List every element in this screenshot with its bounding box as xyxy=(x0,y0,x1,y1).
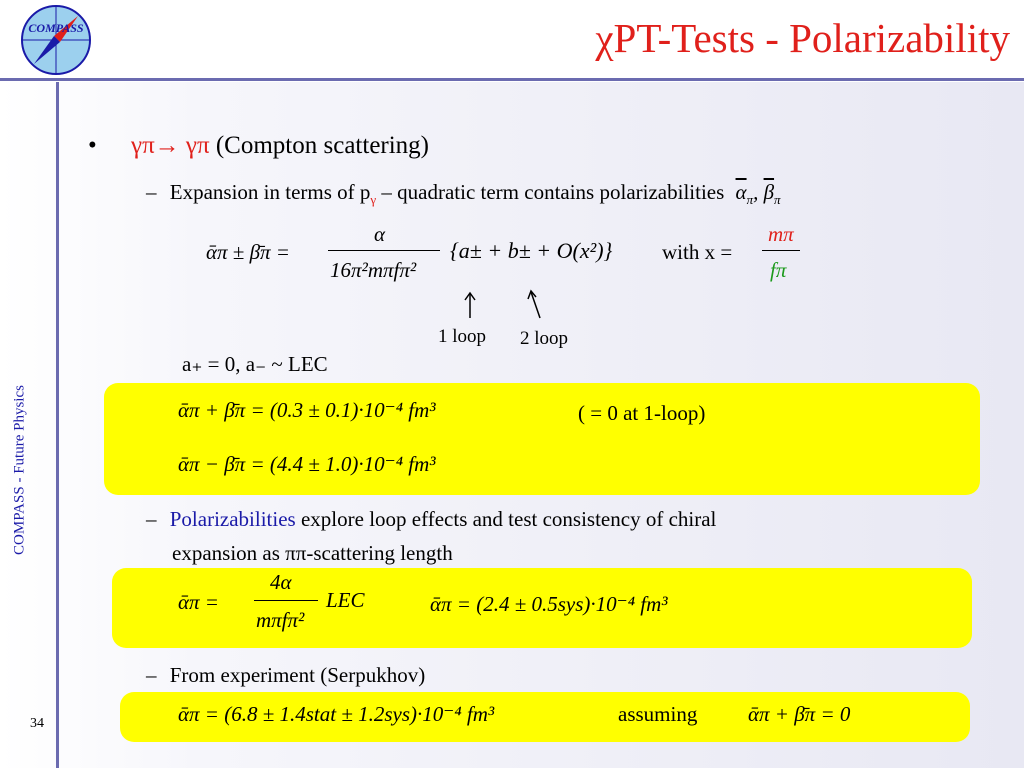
experiment-item xyxy=(146,663,425,688)
dash-marker: – xyxy=(146,663,157,687)
polarizabilities-line2: expansion as ππ-scattering length xyxy=(172,541,453,565)
sidebar-divider xyxy=(56,82,59,768)
expansion-subscript: γ xyxy=(370,192,377,208)
lec-text: a₊ = 0, a₋ ~ LEC xyxy=(182,352,328,376)
formula-left: ᾱπ ± β̄π = xyxy=(206,240,290,264)
reaction-formula: γπ→ γπ xyxy=(131,132,210,159)
loop2-label: 2 loop xyxy=(520,328,569,349)
sidebar-text: COMPASS - Future Physics xyxy=(11,385,28,555)
x-denominator: fπ xyxy=(770,258,787,282)
box1-equation-2: ᾱπ − β̄π = (4.4 ± 1.0)·10⁻⁴ fm³ xyxy=(178,452,436,476)
x-numerator: mπ xyxy=(768,222,794,246)
compass-logo-icon xyxy=(18,2,96,80)
slide-title: χPT-Tests - Polarizability xyxy=(595,15,1010,61)
formula-brace-expression: {a± + b± + O(x²)} xyxy=(450,238,613,263)
formula-with: with x = xyxy=(662,240,733,264)
polarizabilities-word: Polarizabilities xyxy=(169,507,296,531)
polarizabilities-symbols: $\overline{\alpha}_\pi$, $\overline{\beta}_\pi$ xyxy=(735,180,781,208)
bullet-marker: • xyxy=(88,132,97,159)
polarizabilities-rest: explore loop effects and test consistency of chiral xyxy=(295,507,717,531)
box3-condition: ᾱπ + β̄π = 0 xyxy=(748,702,851,726)
box3-assuming: assuming xyxy=(618,702,698,726)
dash-marker: – xyxy=(146,180,157,204)
box2-numerator: 4α xyxy=(270,570,292,594)
box1-equation-1: ᾱπ + β̄π = (0.3 ± 0.1)·10⁻⁴ fm³ xyxy=(178,398,436,422)
experiment-text: From experiment (Serpukhov) xyxy=(169,663,426,687)
formula-denominator: 16π²mπfπ² xyxy=(330,258,417,282)
arrow-up-left-icon xyxy=(526,288,546,320)
box2-lec: LEC xyxy=(326,588,365,612)
page-number: 34 xyxy=(30,716,44,731)
box2-left: ᾱπ = xyxy=(178,590,219,614)
polarizabilities-item xyxy=(146,507,716,532)
fraction-bar xyxy=(328,250,440,251)
formula-numerator: α xyxy=(374,222,386,246)
logo-text: COMPASS xyxy=(28,21,84,35)
expansion-rest: – quadratic term contains polarizabilities xyxy=(376,180,725,204)
box2-fraction-bar xyxy=(254,600,318,601)
compass-logo xyxy=(18,2,96,80)
expansion-item xyxy=(146,180,781,208)
x-fraction-bar xyxy=(762,250,800,251)
dash-marker: – xyxy=(146,507,157,531)
main-bullet xyxy=(88,132,429,160)
box2-denominator: mπfπ² xyxy=(256,608,305,632)
loop1-label: 1 loop xyxy=(438,326,487,347)
expansion-text: Expansion in terms of p xyxy=(169,180,371,204)
loop-arrow-2 xyxy=(526,288,546,325)
box1-note: ( = 0 at 1-loop) xyxy=(578,401,706,425)
arrow-up-icon xyxy=(462,290,478,320)
box3-equation: ᾱπ = (6.8 ± 1.4stat ± 1.2sys)·10⁻⁴ fm³ xyxy=(178,702,495,726)
reaction-note: (Compton scattering) xyxy=(215,132,430,159)
loop-arrow-1 xyxy=(462,290,478,325)
box2-right: ᾱπ = (2.4 ± 0.5sys)·10⁻⁴ fm³ xyxy=(430,592,668,616)
title-divider xyxy=(0,78,1024,81)
